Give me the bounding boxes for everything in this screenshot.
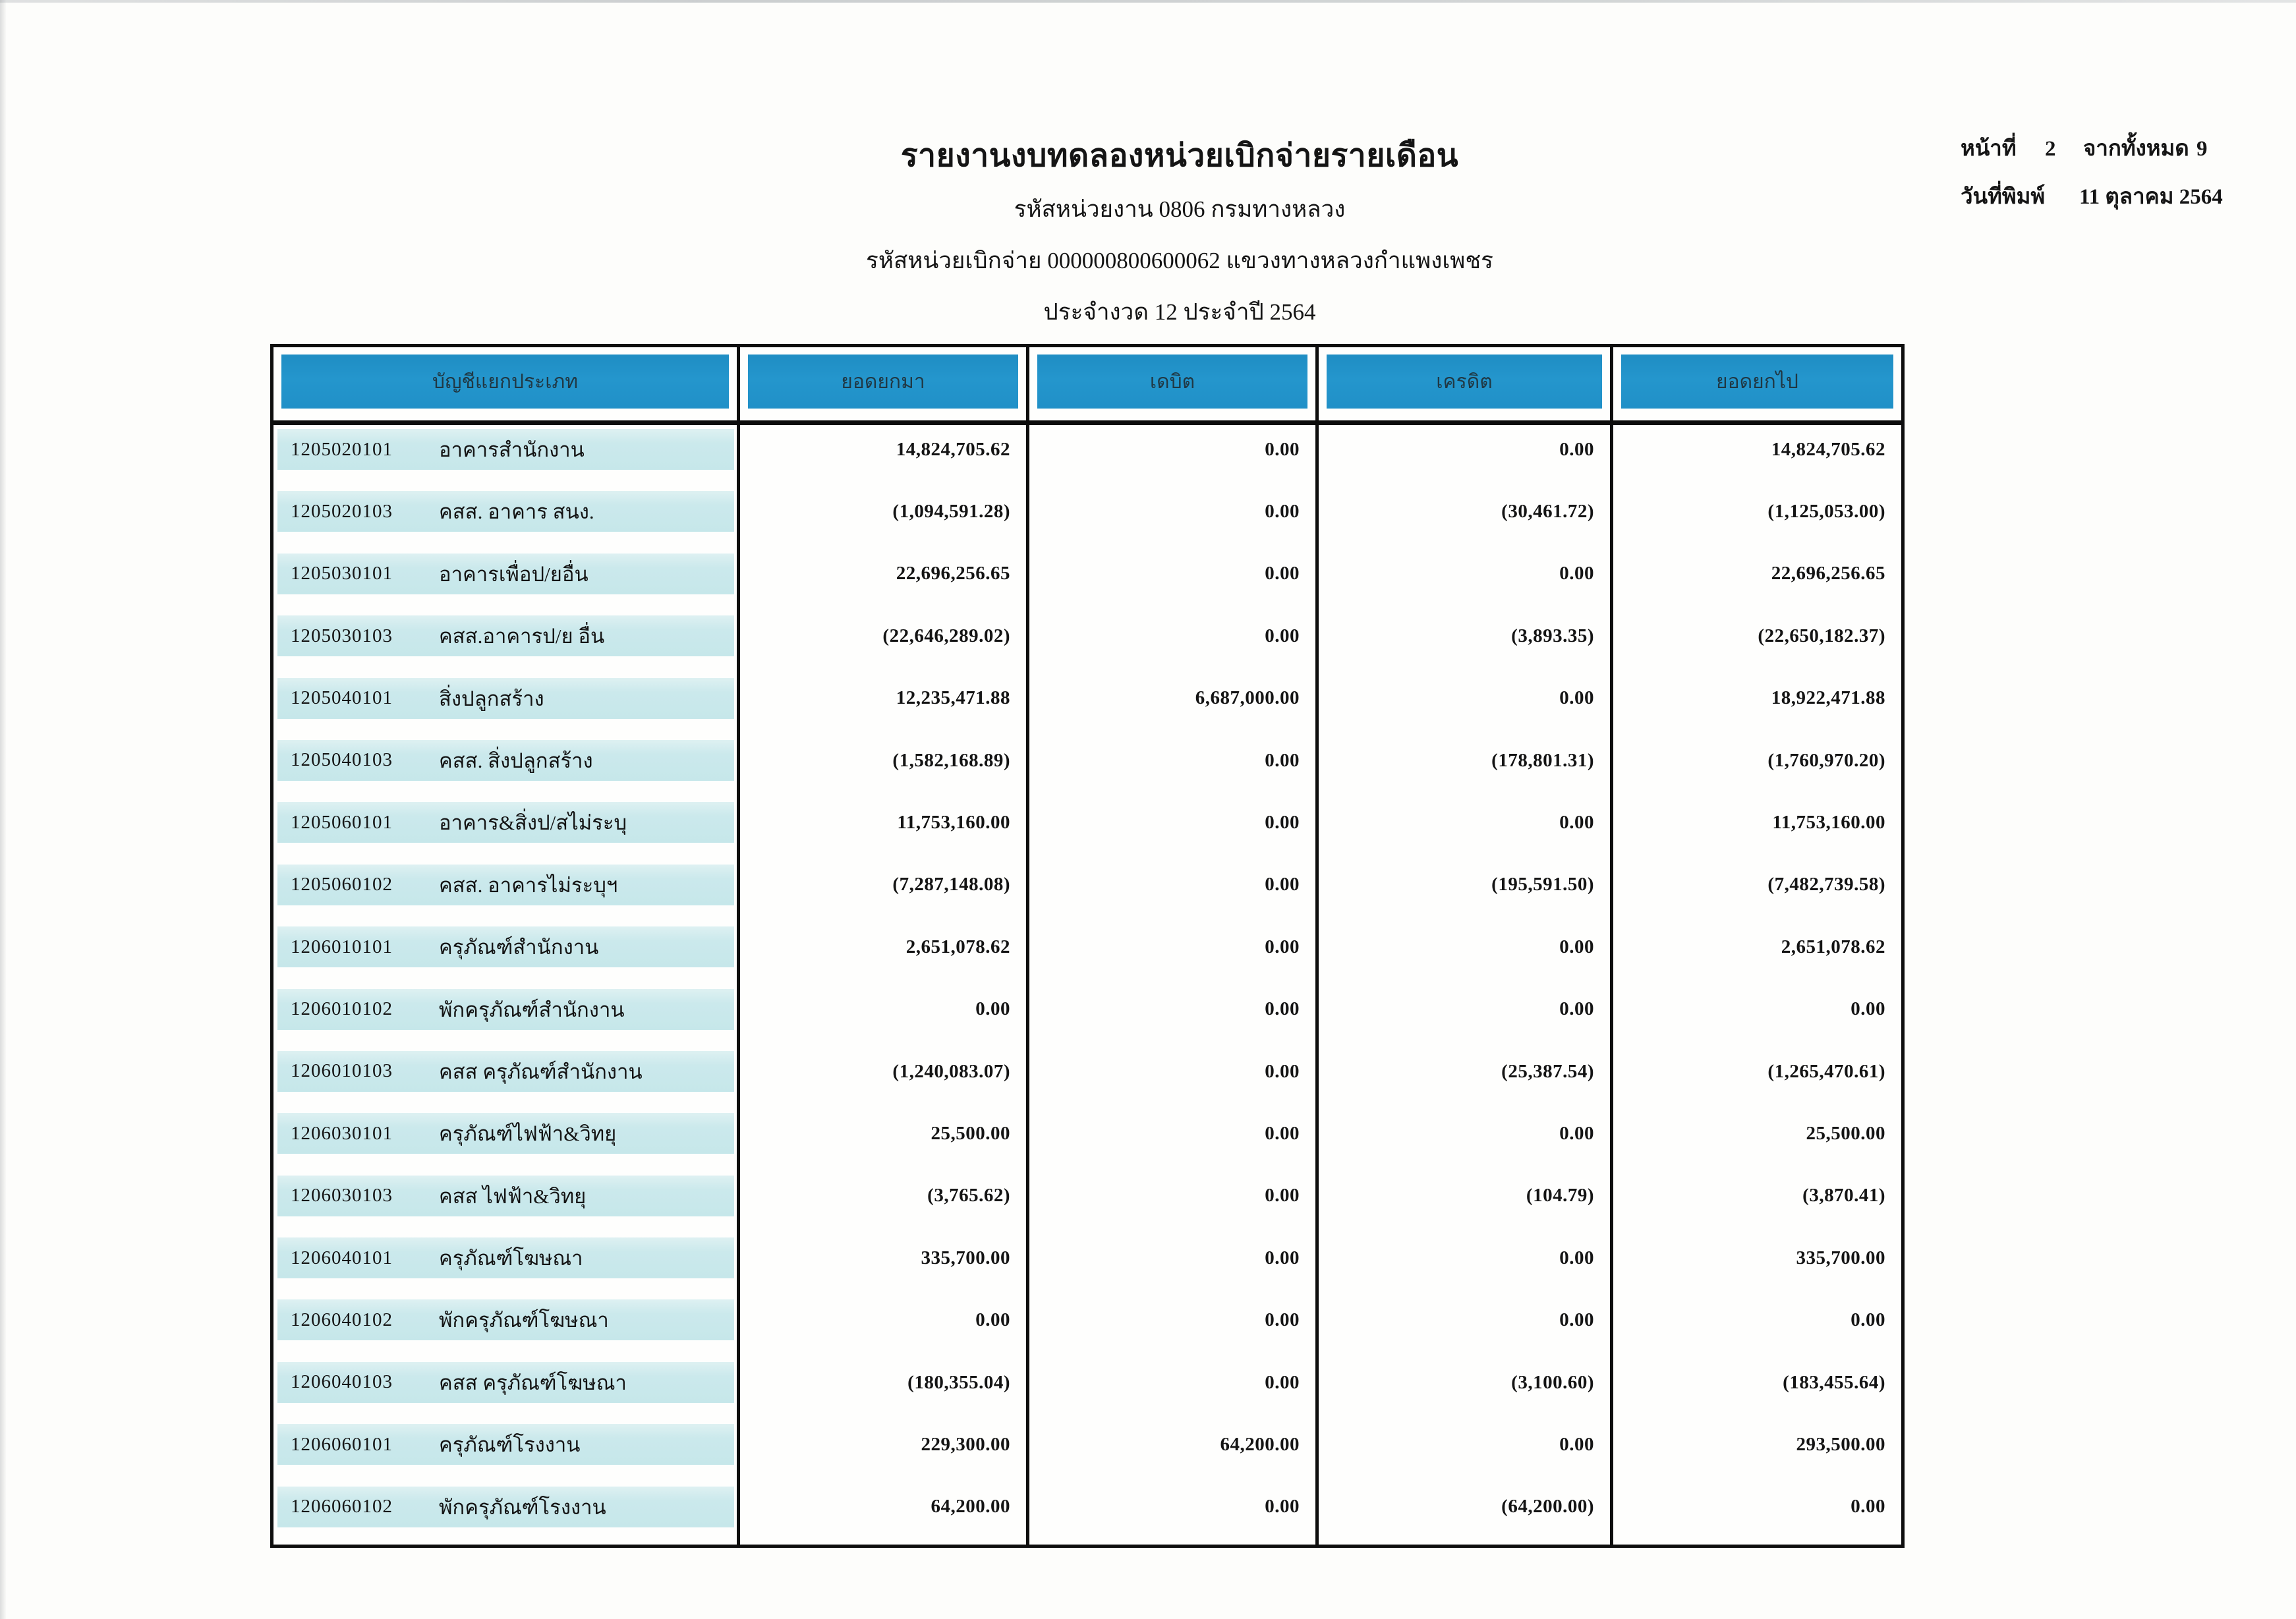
account-cell <box>273 611 740 673</box>
account-name: คสส ครุภัณฑ์โฆษณา <box>439 1371 627 1394</box>
debit-value: 6,687,000.00 <box>1029 674 1319 736</box>
account-highlight-band <box>277 1299 734 1340</box>
account-code: 1206060102 <box>291 1496 393 1518</box>
credit-value: (30,461.72) <box>1319 487 1613 549</box>
table-row <box>273 1172 1901 1234</box>
credit-value: 0.00 <box>1319 923 1613 984</box>
table-row <box>273 1358 1901 1420</box>
credit-value: (64,200.00) <box>1319 1483 1613 1545</box>
debit-value: 0.00 <box>1029 611 1319 673</box>
closing-balance-value: 22,696,256.65 <box>1771 563 1885 584</box>
print-date: 11 ตุลาคม 2564 <box>2079 185 2223 209</box>
account-name: อาคารสำนักงาน <box>439 438 585 461</box>
account-cell <box>273 1295 740 1357</box>
debit-value: 0.00 <box>1029 1047 1319 1109</box>
table-row <box>273 985 1901 1047</box>
debit-value: 0.00 <box>1029 550 1319 611</box>
closing-balance-value: (1,760,970.20) <box>1767 749 1885 771</box>
opening-balance-value: 0.00 <box>740 1295 1029 1357</box>
account-name: คสส. อาคารไม่ระบุฯ <box>439 873 618 897</box>
table-header-row <box>273 347 1901 425</box>
account-cell <box>273 550 740 611</box>
scan-top-edge-artifact <box>0 0 2296 3</box>
account-cell <box>273 923 740 984</box>
header-cell-closing-balance <box>1613 347 1901 420</box>
account-code: 1206040103 <box>291 1371 393 1393</box>
agency-code-line: รหัสหน่วยงาน 0806 กรมทางหลวง <box>1014 196 1346 222</box>
credit-value: 0.00 <box>1319 1234 1613 1295</box>
report-title: รายงานงบทดลองหน่วยเบิกจ่ายรายเดือน <box>900 138 1459 173</box>
closing-balance-value: 0.00 <box>1851 998 1885 1020</box>
account-highlight-band <box>277 1487 734 1527</box>
opening-balance-value: (7,287,148.08) <box>740 861 1029 923</box>
print-date-label: วันที่พิมพ์ <box>1961 185 2046 209</box>
opening-balance-value: (1,240,083.07) <box>740 1047 1029 1109</box>
account-highlight-band <box>277 1176 734 1216</box>
credit-value: (3,100.60) <box>1319 1358 1613 1420</box>
account-highlight-band <box>277 802 734 843</box>
account-name: ครุภัณฑ์ไฟฟ้า&วิทยุ <box>439 1122 617 1146</box>
table-row <box>273 425 1901 487</box>
closing-balance-value: 25,500.00 <box>1806 1122 1885 1144</box>
opening-balance-value: 229,300.00 <box>740 1420 1029 1482</box>
print-date-row <box>1961 179 2264 213</box>
closing-balance-value: (22,650,182.37) <box>1758 625 1885 646</box>
account-name: พักครุภัณฑ์โรงงาน <box>439 1495 606 1519</box>
debit-value: 0.00 <box>1029 425 1319 487</box>
debit-value: 64,200.00 <box>1029 1420 1319 1482</box>
account-cell <box>273 798 740 860</box>
credit-value: 0.00 <box>1319 1295 1613 1357</box>
account-cell <box>273 425 740 487</box>
opening-balance-value: 0.00 <box>740 985 1029 1047</box>
opening-balance-value: 335,700.00 <box>740 1234 1029 1295</box>
opening-balance-value: 22,696,256.65 <box>740 550 1029 611</box>
scan-left-edge-artifact <box>0 0 7 1619</box>
closing-balance-value: (3,870.41) <box>1802 1185 1885 1207</box>
table-row <box>273 1483 1901 1545</box>
debit-value: 0.00 <box>1029 1234 1319 1295</box>
account-name: พักครุภัณฑ์โฆษณา <box>439 1309 609 1332</box>
header-cell-opening-balance <box>740 347 1029 420</box>
account-highlight-band <box>277 926 734 967</box>
account-highlight-band <box>277 1051 734 1092</box>
table-row <box>273 1109 1901 1171</box>
credit-value: (104.79) <box>1319 1172 1613 1234</box>
account-name: พักครุภัณฑ์สำนักงาน <box>439 998 625 1021</box>
account-highlight-band <box>277 678 734 719</box>
account-code: 1205040101 <box>291 687 393 709</box>
account-cell <box>273 1109 740 1171</box>
account-cell <box>273 674 740 736</box>
table-row <box>273 550 1901 611</box>
closing-balance-value: 335,700.00 <box>1796 1247 1885 1268</box>
disbursing-unit-line: รหัสหน่วยเบิกจ่าย 000000800600062 แขวงทางหลวงกำแพงเพชร <box>866 248 1493 273</box>
debit-value: 0.00 <box>1029 985 1319 1047</box>
opening-balance-value: (1,094,591.28) <box>740 487 1029 549</box>
account-code: 1205030101 <box>291 563 393 584</box>
closing-balance-value: 293,500.00 <box>1796 1433 1885 1455</box>
closing-balance-value: 0.00 <box>1851 1309 1885 1331</box>
account-highlight-band <box>277 615 734 656</box>
account-name: สิ่งปลูกสร้าง <box>439 687 544 710</box>
debit-value: 0.00 <box>1029 1295 1319 1357</box>
account-cell <box>273 1420 740 1482</box>
account-highlight-band <box>277 865 734 905</box>
account-highlight-band <box>277 989 734 1030</box>
opening-balance-value: 64,200.00 <box>740 1483 1029 1545</box>
account-name: คสส. อาคาร สนง. <box>439 500 594 524</box>
account-name: คสส ครุภัณฑ์สำนักงาน <box>439 1060 643 1083</box>
opening-balance-value: 12,235,471.88 <box>740 674 1029 736</box>
debit-value: 0.00 <box>1029 1172 1319 1234</box>
account-name: ครุภัณฑ์โฆษณา <box>439 1247 583 1270</box>
debit-value: 0.00 <box>1029 861 1319 923</box>
closing-balance-value: 11,753,160.00 <box>1772 812 1885 834</box>
account-code: 1205020101 <box>291 438 393 460</box>
account-name: ครุภัณฑ์โรงงาน <box>439 1433 581 1457</box>
account-code: 1205040103 <box>291 749 393 771</box>
account-code: 1206010101 <box>291 936 393 957</box>
header-cell-credit <box>1319 347 1613 420</box>
opening-balance-value: 2,651,078.62 <box>740 923 1029 984</box>
table-row <box>273 674 1901 736</box>
credit-value: 0.00 <box>1319 674 1613 736</box>
account-code: 1206040102 <box>291 1309 393 1330</box>
header-cell-debit <box>1029 347 1319 420</box>
page-label: หน้าที่ <box>1961 137 2017 161</box>
account-code: 1205020103 <box>291 500 393 522</box>
account-name: คสส ไฟฟ้า&วิทยุ <box>439 1184 587 1208</box>
account-name: ครุภัณฑ์สำนักงาน <box>439 936 599 959</box>
account-code: 1206030103 <box>291 1185 393 1207</box>
account-code: 1206030101 <box>291 1122 393 1144</box>
opening-balance-value: (22,646,289.02) <box>740 611 1029 673</box>
closing-balance-value: 18,922,471.88 <box>1771 687 1885 709</box>
table-row <box>273 736 1901 798</box>
credit-value: (3,893.35) <box>1319 611 1613 673</box>
credit-value: 0.00 <box>1319 1420 1613 1482</box>
table-row <box>273 1420 1901 1482</box>
header-cell-account <box>273 347 740 420</box>
account-code: 1206010103 <box>291 1060 393 1082</box>
account-highlight-band <box>277 491 734 532</box>
account-highlight-band <box>277 1424 734 1465</box>
account-code: 1205060102 <box>291 874 393 895</box>
account-cell <box>273 487 740 549</box>
closing-balance-value: 14,824,705.62 <box>1771 438 1885 460</box>
of-total-label: จากทั้งหมด <box>2083 137 2189 161</box>
credit-value: (195,591.50) <box>1319 861 1613 923</box>
page-number-row <box>1961 130 2264 165</box>
debit-value: 0.00 <box>1029 923 1319 984</box>
debit-value: 0.00 <box>1029 1358 1319 1420</box>
account-highlight-band <box>277 1237 734 1278</box>
opening-balance-value: 14,824,705.62 <box>740 425 1029 487</box>
header-label-debit: เดบิต <box>1037 355 1307 409</box>
debit-value: 0.00 <box>1029 736 1319 798</box>
account-name: อาคารเพื่อป/ยอื่น <box>439 562 588 586</box>
account-name: อาคาร&สิ่งป/สไม่ระบุ <box>439 811 627 835</box>
header-label-closing-balance: ยอดยกไป <box>1621 355 1893 409</box>
account-cell <box>273 736 740 798</box>
account-highlight-band <box>277 429 734 470</box>
table-row <box>273 611 1901 673</box>
closing-balance-value: 2,651,078.62 <box>1781 936 1885 957</box>
account-code: 1205030103 <box>291 625 393 646</box>
account-cell <box>273 1172 740 1234</box>
opening-balance-value: (3,765.62) <box>740 1172 1029 1234</box>
total-pages: 9 <box>2196 137 2208 161</box>
debit-value: 0.00 <box>1029 1483 1319 1545</box>
table-row <box>273 1047 1901 1109</box>
opening-balance-value: 25,500.00 <box>740 1109 1029 1171</box>
account-cell <box>273 1358 740 1420</box>
table-row <box>273 798 1901 860</box>
page-number: 2 <box>2045 137 2056 161</box>
account-highlight-band <box>277 554 734 594</box>
account-cell <box>273 861 740 923</box>
table-row <box>273 487 1901 549</box>
closing-balance-value: (1,125,053.00) <box>1767 501 1885 523</box>
opening-balance-value: (180,355.04) <box>740 1358 1029 1420</box>
account-cell <box>273 1234 740 1295</box>
table-row <box>273 923 1901 984</box>
account-highlight-band <box>277 740 734 781</box>
closing-balance-value: (183,455.64) <box>1783 1371 1885 1393</box>
opening-balance-value: 11,753,160.00 <box>740 798 1029 860</box>
account-name: คสส.อาคารป/ย อื่น <box>439 625 605 648</box>
header-label-account: บัญชีแยกประเภท <box>281 355 729 409</box>
credit-value: (25,387.54) <box>1319 1047 1613 1109</box>
credit-value: 0.00 <box>1319 798 1613 860</box>
credit-value: 0.00 <box>1319 425 1613 487</box>
credit-value: 0.00 <box>1319 985 1613 1047</box>
header-label-opening-balance: ยอดยกมา <box>748 355 1018 409</box>
account-code: 1206010102 <box>291 998 393 1020</box>
credit-value: 0.00 <box>1319 1109 1613 1171</box>
closing-balance-value: 0.00 <box>1851 1496 1885 1518</box>
closing-balance-value: (1,265,470.61) <box>1767 1060 1885 1082</box>
debit-value: 0.00 <box>1029 798 1319 860</box>
account-highlight-band <box>277 1113 734 1154</box>
credit-value: 0.00 <box>1319 550 1613 611</box>
page-info-block <box>1961 130 2264 227</box>
account-cell <box>273 985 740 1047</box>
account-code: 1206040101 <box>291 1247 393 1268</box>
table-row <box>273 1234 1901 1295</box>
opening-balance-value: (1,582,168.89) <box>740 736 1029 798</box>
debit-value: 0.00 <box>1029 487 1319 549</box>
period-line: ประจำงวด 12 ประจำปี 2564 <box>1043 299 1316 325</box>
table-body <box>273 425 1901 1545</box>
header-label-credit: เครดิต <box>1327 355 1602 409</box>
trial-balance-table <box>270 344 1905 1548</box>
account-code: 1206060101 <box>291 1433 393 1455</box>
closing-balance-value: (7,482,739.58) <box>1767 874 1885 895</box>
account-name: คสส. สิ่งปลูกสร้าง <box>439 749 593 772</box>
debit-value: 0.00 <box>1029 1109 1319 1171</box>
credit-value: (178,801.31) <box>1319 736 1613 798</box>
account-cell <box>273 1483 740 1545</box>
table-row <box>273 1295 1901 1357</box>
account-highlight-band <box>277 1362 734 1403</box>
table-row <box>273 861 1901 923</box>
account-cell <box>273 1047 740 1109</box>
account-code: 1205060101 <box>291 811 393 833</box>
